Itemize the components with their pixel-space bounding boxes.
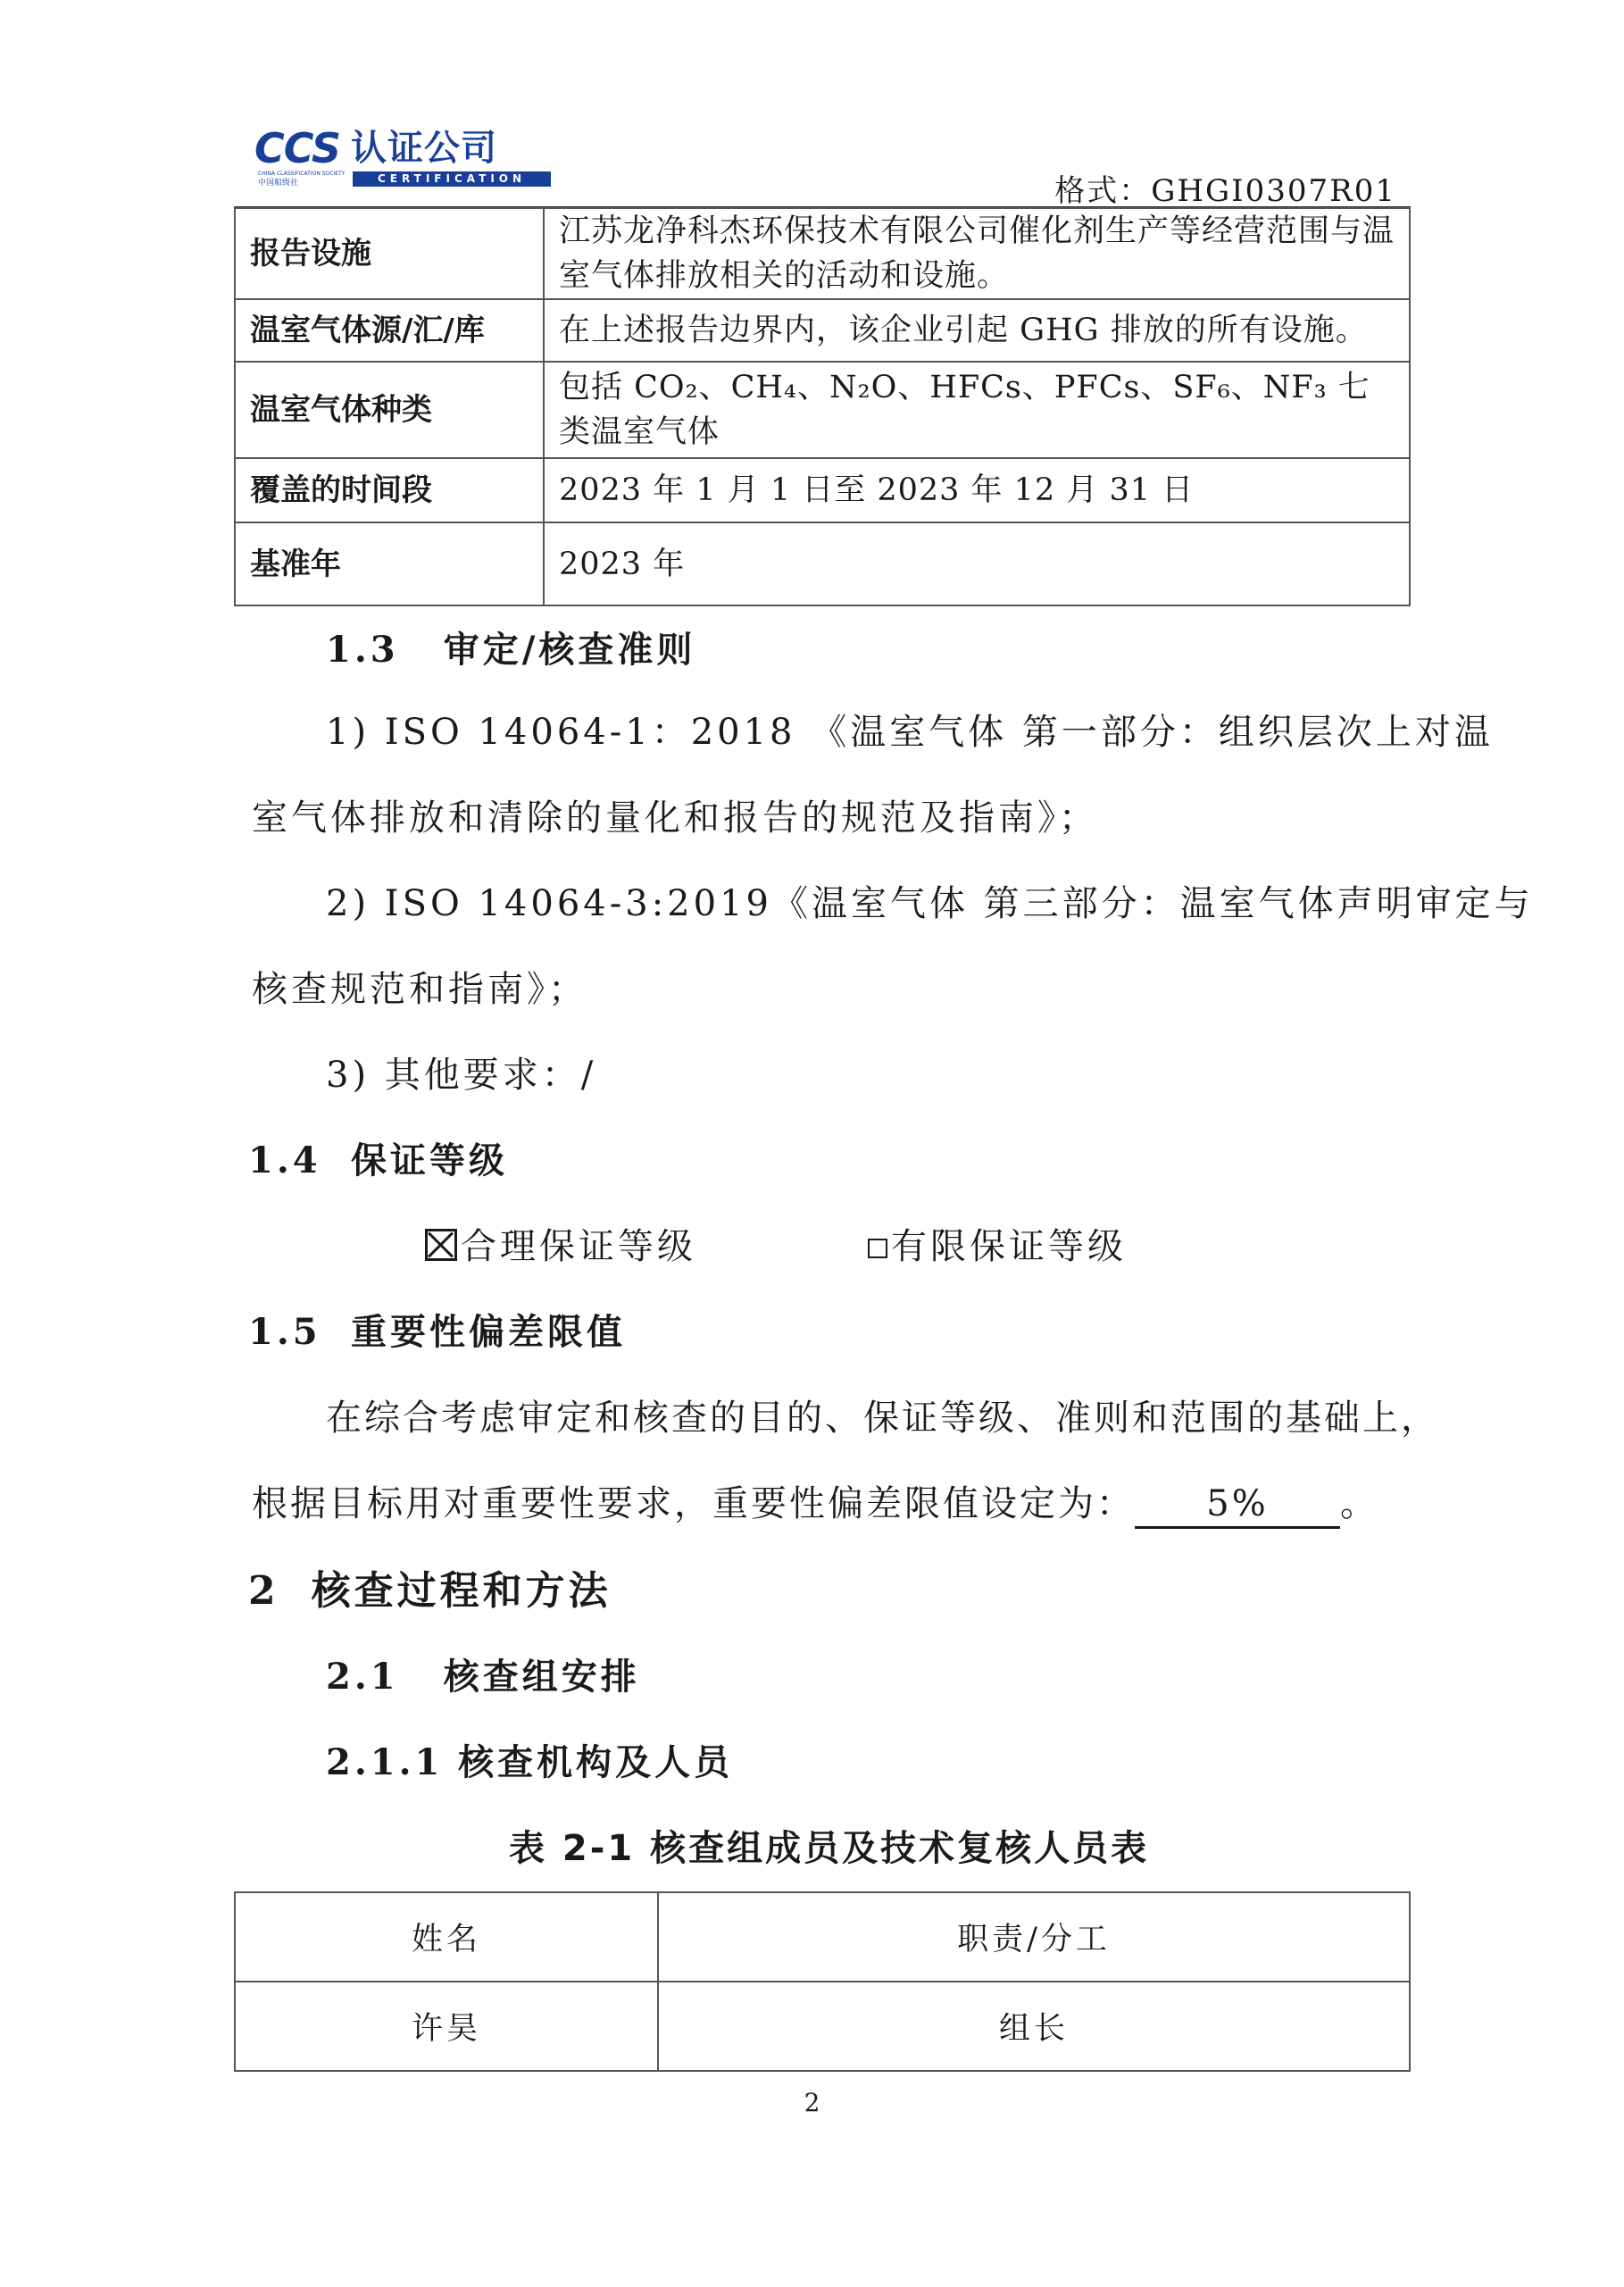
limited-assurance-checkbox[interactable] — [868, 1239, 887, 1258]
ccs-certification-logo — [254, 125, 576, 188]
table-row — [235, 208, 1410, 299]
table-row — [235, 458, 1410, 522]
table-row — [235, 522, 1410, 605]
row-value: 包括 CO₂、CH₄、N₂O、HFCs、PFCs、SF₆、NF₃ 七类温室气体 — [544, 362, 1410, 458]
row-value: 2023 年 — [544, 522, 1410, 605]
row-key: 温室气体种类 — [235, 362, 544, 458]
materiality-line-2: 根据目标用对重要性要求，重要性偏差限值设定为： 5% 。 — [252, 1477, 1378, 1531]
section-heading-1-5: 1.5 重要性偏差限值 — [248, 1311, 627, 1353]
row-value: 2023 年 1 月 1 日至 2023 年 12 月 31 日 — [544, 458, 1410, 522]
criteria-line-3: 2) ISO 14064-3:2019《温室气体 第三部分：温室气体声明审定与 — [326, 883, 1534, 924]
section-heading-2: 2 核查过程和方法 — [248, 1568, 612, 1614]
row-key: 基准年 — [235, 522, 544, 605]
format-code: 格式：GHGI0307R01 — [1054, 173, 1396, 209]
column-header-name: 姓名 — [235, 1892, 658, 1982]
member-role: 组长 — [658, 1982, 1410, 2071]
reasonable-assurance-checkbox[interactable] — [425, 1229, 457, 1261]
materiality-value: 5% — [1135, 1482, 1340, 1529]
scope-table — [234, 207, 1411, 606]
logo-society-text: CHINA CLASSIFICATION SOCIETY 中国船级社 — [258, 171, 346, 188]
logo-ccs-text: CCS — [254, 124, 341, 172]
table-header-row — [235, 1892, 1410, 1982]
section-heading-2-1: 2.1 核查组安排 — [326, 1656, 640, 1698]
page-number: 2 — [804, 2088, 820, 2117]
limited-assurance-label: 有限保证等级 — [891, 1226, 1127, 1267]
row-value: 在上述报告边界内，该企业引起 GHG 排放的所有设施。 — [544, 299, 1410, 362]
criteria-line-5: 3) 其他要求：/ — [326, 1055, 597, 1096]
logo-chinese-text: 认证公司 — [351, 128, 497, 169]
criteria-line-1: 1) ISO 14064-1：2018 《温室气体 第一部分：组织层次上对温 — [326, 712, 1494, 753]
materiality-line-1: 在综合考虑审定和核查的目的、保证等级、准则和范围的基础上， — [326, 1398, 1439, 1439]
row-key: 温室气体源/汇/库 — [235, 299, 544, 362]
row-key: 报告设施 — [235, 208, 544, 299]
row-value: 江苏龙净科杰环保技术有限公司催化剂生产等经营范围与温室气体排放相关的活动和设施。 — [544, 208, 1410, 299]
column-header-role: 职责/分工 — [658, 1892, 1410, 1982]
section-heading-2-1-1: 2.1.1 核查机构及人员 — [326, 1741, 734, 1783]
criteria-line-4: 核查规范和指南》； — [252, 969, 587, 1010]
table-caption: 表 2-1 核查组成员及技术复核人员表 — [509, 1828, 1150, 1869]
logo-certification-bar: CERTIFICATION — [353, 171, 551, 187]
row-key: 覆盖的时间段 — [235, 458, 544, 522]
member-name: 许昊 — [235, 1982, 658, 2071]
criteria-line-2: 室气体排放和清除的量化和报告的规范及指南》； — [252, 797, 1098, 839]
table-row — [235, 299, 1410, 362]
table-row — [235, 362, 1410, 458]
section-heading-1-4: 1.4 保证等级 — [248, 1139, 509, 1181]
reasonable-assurance-option[interactable] — [425, 1220, 696, 1273]
table-row — [235, 1982, 1410, 2071]
section-heading-1-3: 1.3 审定/核查准则 — [326, 629, 696, 671]
verification-team-table — [234, 1891, 1411, 2072]
limited-assurance-option[interactable] — [868, 1220, 1127, 1273]
reasonable-assurance-label: 合理保证等级 — [461, 1226, 696, 1267]
